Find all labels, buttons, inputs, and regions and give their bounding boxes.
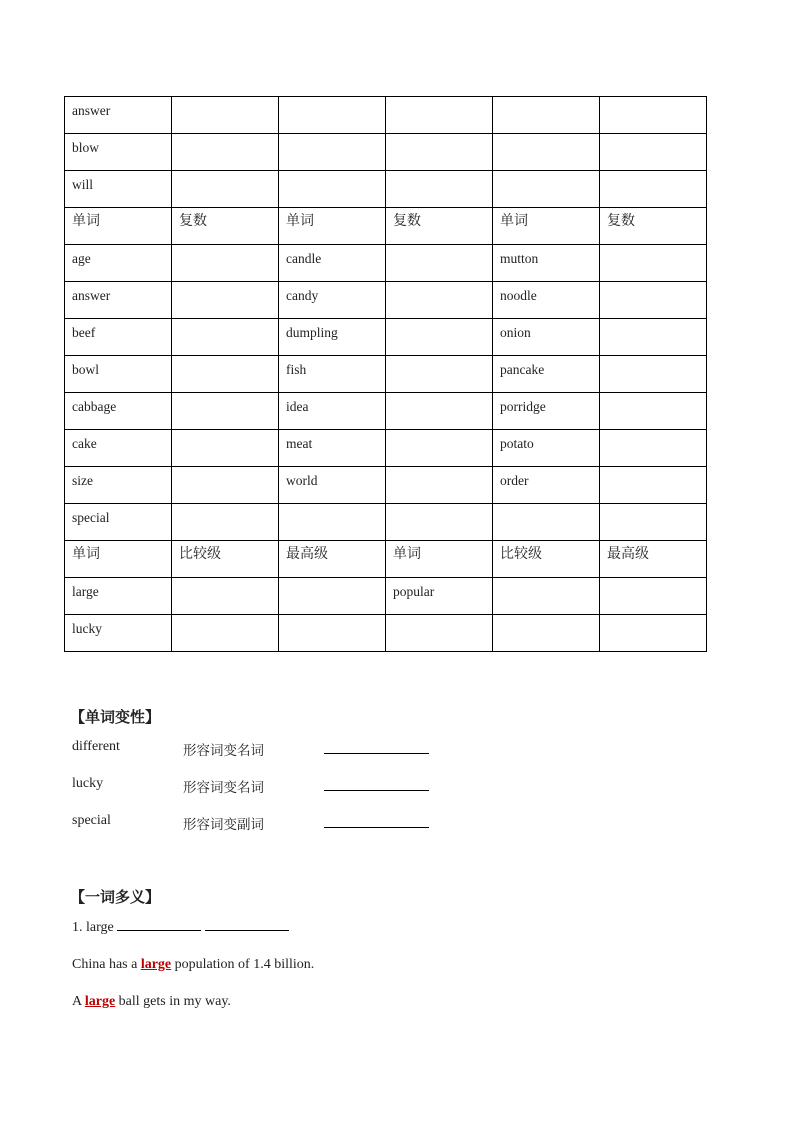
answer-cell[interactable]: [600, 504, 707, 541]
answer-cell[interactable]: [172, 134, 279, 171]
answer-cell[interactable]: [279, 578, 386, 615]
word-cell: onion: [493, 319, 600, 356]
answer-cell[interactable]: [279, 97, 386, 134]
sentence-text: China has a: [72, 957, 141, 972]
word-cell: answer: [65, 282, 172, 319]
answer-cell[interactable]: [386, 430, 493, 467]
answer-cell[interactable]: [386, 282, 493, 319]
answer-cell[interactable]: [600, 282, 707, 319]
table-header-cell: 最高级: [279, 541, 386, 578]
table-header-cell: 复数: [386, 208, 493, 245]
answer-cell[interactable]: [600, 319, 707, 356]
table-row: [65, 319, 707, 356]
answer-cell[interactable]: [493, 504, 600, 541]
table-row: [65, 615, 707, 652]
answer-cell[interactable]: [600, 134, 707, 171]
word-cell: candle: [279, 245, 386, 282]
answer-cell[interactable]: [172, 319, 279, 356]
table-row: [65, 245, 707, 282]
polysemy-item-label: 1. large: [72, 920, 114, 935]
answer-cell[interactable]: [386, 615, 493, 652]
answer-blank[interactable]: [324, 753, 429, 754]
word-cell: world: [279, 467, 386, 504]
transform-word: special: [72, 813, 111, 828]
answer-cell[interactable]: [600, 97, 707, 134]
answer-cell[interactable]: [493, 171, 600, 208]
table-row: [65, 134, 707, 171]
section-title-transform: 【单词变性】: [70, 708, 161, 726]
section-title-polysemy: 【一词多义】: [70, 888, 161, 906]
transform-rule: 形容词变名词: [183, 743, 264, 759]
answer-blank[interactable]: [324, 827, 429, 828]
word-cell: cake: [65, 430, 172, 467]
answer-cell[interactable]: [172, 97, 279, 134]
answer-cell[interactable]: [279, 171, 386, 208]
answer-cell[interactable]: [172, 245, 279, 282]
answer-cell[interactable]: [172, 467, 279, 504]
table-header-cell: 比较级: [172, 541, 279, 578]
answer-cell[interactable]: [279, 134, 386, 171]
answer-cell[interactable]: [600, 578, 707, 615]
answer-cell[interactable]: [493, 97, 600, 134]
answer-cell[interactable]: [172, 356, 279, 393]
transform-word: lucky: [72, 776, 104, 791]
table-header-cell: 比较级: [493, 541, 600, 578]
answer-cell[interactable]: [386, 171, 493, 208]
table-row: [65, 467, 707, 504]
table-row: [65, 504, 707, 541]
table-row: [65, 578, 707, 615]
table-row: [65, 356, 707, 393]
word-table: [64, 96, 707, 652]
answer-cell[interactable]: [279, 504, 386, 541]
table-header-cell: 复数: [172, 208, 279, 245]
answer-cell[interactable]: [172, 430, 279, 467]
table-row: [65, 430, 707, 467]
answer-cell[interactable]: [600, 393, 707, 430]
word-cell: lucky: [65, 615, 172, 652]
word-cell: bowl: [65, 356, 172, 393]
word-cell: special: [65, 504, 172, 541]
word-cell: large: [65, 578, 172, 615]
word-cell: size: [65, 467, 172, 504]
table-row: [65, 171, 707, 208]
table-header-cell: 单词: [65, 208, 172, 245]
answer-cell[interactable]: [600, 615, 707, 652]
answer-cell[interactable]: [386, 134, 493, 171]
table-header-cell: 最高级: [600, 541, 707, 578]
answer-cell[interactable]: [600, 467, 707, 504]
word-cell: meat: [279, 430, 386, 467]
sentence-text: A: [72, 994, 85, 1009]
table-header-cell: 单词: [493, 208, 600, 245]
transform-rule: 形容词变名词: [183, 780, 264, 796]
word-cell: beef: [65, 319, 172, 356]
answer-cell[interactable]: [600, 171, 707, 208]
word-cell: mutton: [493, 245, 600, 282]
word-cell: pancake: [493, 356, 600, 393]
word-cell: fish: [279, 356, 386, 393]
word-cell: order: [493, 467, 600, 504]
word-cell: answer: [65, 97, 172, 134]
example-sentence: [72, 994, 231, 1010]
sentence-text: ball gets in my way.: [115, 994, 231, 1009]
transform-rule: 形容词变副词: [183, 817, 264, 833]
word-cell: candy: [279, 282, 386, 319]
word-cell: idea: [279, 393, 386, 430]
polysemy-item: [72, 920, 289, 936]
word-cell: blow: [65, 134, 172, 171]
word-cell: noodle: [493, 282, 600, 319]
answer-blank[interactable]: [324, 790, 429, 791]
word-cell: will: [65, 171, 172, 208]
word-cell: porridge: [493, 393, 600, 430]
answer-cell[interactable]: [172, 282, 279, 319]
answer-cell[interactable]: [493, 134, 600, 171]
table-header-cell: 单词: [386, 541, 493, 578]
answer-cell[interactable]: [600, 356, 707, 393]
table-header-cell: 单词: [65, 541, 172, 578]
word-cell: popular: [386, 578, 493, 615]
answer-cell[interactable]: [386, 356, 493, 393]
answer-blank[interactable]: [205, 920, 289, 931]
answer-cell[interactable]: [493, 615, 600, 652]
answer-cell[interactable]: [386, 393, 493, 430]
highlighted-word: large: [140, 957, 172, 972]
table-header-row: [65, 208, 707, 245]
highlighted-word: large: [84, 994, 116, 1009]
answer-cell[interactable]: [386, 97, 493, 134]
table-row: [65, 282, 707, 319]
answer-cell[interactable]: [172, 393, 279, 430]
table-header-cell: 单词: [279, 208, 386, 245]
table-header-cell: 复数: [600, 208, 707, 245]
answer-cell[interactable]: [172, 578, 279, 615]
word-cell: potato: [493, 430, 600, 467]
word-cell: cabbage: [65, 393, 172, 430]
sentence-text: population of 1.4 billion.: [171, 957, 315, 972]
answer-cell[interactable]: [386, 245, 493, 282]
answer-cell[interactable]: [172, 171, 279, 208]
table-row: [65, 97, 707, 134]
table-header-row: [65, 541, 707, 578]
answer-cell[interactable]: [600, 430, 707, 467]
answer-blank[interactable]: [117, 920, 201, 931]
answer-cell[interactable]: [493, 578, 600, 615]
answer-cell[interactable]: [600, 245, 707, 282]
answer-cell[interactable]: [172, 504, 279, 541]
answer-cell[interactable]: [172, 615, 279, 652]
word-cell: age: [65, 245, 172, 282]
table-row: [65, 393, 707, 430]
answer-cell[interactable]: [386, 319, 493, 356]
answer-cell[interactable]: [279, 615, 386, 652]
answer-cell[interactable]: [386, 467, 493, 504]
example-sentence: [72, 957, 314, 973]
answer-cell[interactable]: [386, 504, 493, 541]
word-cell: dumpling: [279, 319, 386, 356]
transform-word: different: [72, 739, 120, 754]
